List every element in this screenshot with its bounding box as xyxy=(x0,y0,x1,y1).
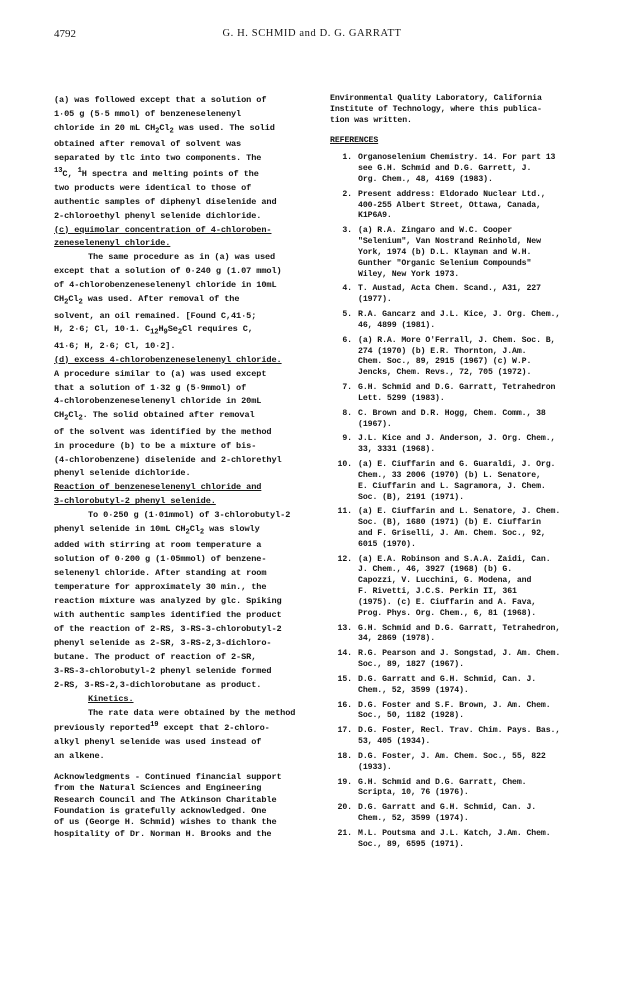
reference-item xyxy=(330,507,588,550)
reference-line: 400-255 Albert Street, Ottawa, Canada, xyxy=(358,200,541,210)
paragraph-reaction xyxy=(54,509,312,692)
text-line: Environmental Quality Laboratory, California xyxy=(330,94,542,103)
text-line: Institute of Technology, where this publica- xyxy=(330,104,542,114)
reference-line: Organoselenium Chemistry. 14. For part 13 xyxy=(358,153,556,163)
paragraph-b-continued xyxy=(54,94,312,224)
reference-item xyxy=(330,383,588,405)
text-line: of 4-chlorobenzeneselenenyl chloride in 10mL xyxy=(54,280,277,291)
reference-text xyxy=(358,226,588,280)
reference-line: E. Ciuffarin and L. Sagramora, J. Chem. xyxy=(358,481,546,491)
text-line: (c) equimolar concentration of 4-chloroben- xyxy=(54,224,272,235)
kinetics-heading: Kinetics. xyxy=(88,693,134,704)
reference-number: 19. xyxy=(337,777,352,787)
reference-number: 17. xyxy=(337,726,352,736)
reference-number: 8. xyxy=(342,408,352,418)
reference-item xyxy=(330,336,588,379)
reference-line: Gunther "Organic Selenium Compounds" xyxy=(358,258,532,268)
reference-line: Jencks, Chem. Revs., 72, 705 (1972). xyxy=(358,368,532,378)
reference-number: 2. xyxy=(342,189,352,199)
reference-text xyxy=(358,624,588,646)
reference-item xyxy=(330,409,588,431)
text-line: an alkene. xyxy=(54,751,105,762)
reference-line: (a) E.A. Robinson and S.A.A. Zaidi, Can. xyxy=(358,554,551,564)
text-line: To 0·250 g (1·01mmol) of 3-chlorobutyl-2 xyxy=(88,510,291,521)
text-line: previously reported$^{19}$ except that 2-chloro- xyxy=(54,721,270,734)
text-line: Foundation is gratefully acknowledged. One xyxy=(54,806,267,817)
reference-text xyxy=(358,675,588,697)
reference-item xyxy=(330,624,588,646)
text-line: of the solvent was identified by the method xyxy=(54,426,272,437)
reference-number: 5. xyxy=(342,310,352,320)
text-line: (4-chlorobenzene) diselenide and 2-chlorethyl xyxy=(54,454,282,465)
reference-item xyxy=(330,190,588,222)
reference-item xyxy=(330,555,588,620)
text-line: solution of 0·200 g (1·05mmol) of benzene- xyxy=(54,554,267,565)
reference-line: G.H. Schmid and D.G. Garratt, Tetrahedron, xyxy=(358,623,561,633)
reference-line: (a) R.A. More O'Ferrall, J. Chem. Soc. B, xyxy=(358,335,556,345)
reference-item xyxy=(330,310,588,332)
reference-line: D.G. Garratt and G.H. Schmid, Can. J. xyxy=(358,803,537,813)
text-line: $CH_2Cl_2$ was used. After removal of the xyxy=(54,294,240,307)
reference-text xyxy=(358,336,588,379)
text-line: 3-chlorobutyl-2 phenyl selenide. xyxy=(54,496,216,507)
reference-line: G.H. Schmid and D.G. Garratt, Tetrahedron xyxy=(358,383,556,393)
reference-line: (1967). xyxy=(358,419,392,429)
text-line: hospitality of Dr. Norman H. Brooks and the xyxy=(54,828,272,839)
reference-item xyxy=(330,284,588,306)
section-c-heading xyxy=(54,224,312,252)
reference-line: (a) E. Ciuffarin and G. Guaraldi, J. Org. xyxy=(358,460,556,470)
reference-line: D.G. Foster and S.F. Brown, J. Am. Chem. xyxy=(358,700,551,710)
reference-text xyxy=(358,803,588,825)
reference-text xyxy=(358,153,588,185)
text-line: Reaction of benzeneselenenyl chloride and xyxy=(54,482,262,493)
reference-line: Scripta, 10, 76 (1976). xyxy=(358,788,469,798)
reference-text xyxy=(358,752,588,774)
reference-number: 13. xyxy=(337,623,352,633)
reference-list xyxy=(330,153,588,850)
text-line: 2-RS, 3-RS-2,3-dichlorobutane as product. xyxy=(54,679,262,690)
reference-line: Chem. Soc., 89, 2915 (1967) (c) W.P. xyxy=(358,357,532,367)
ack-continued xyxy=(330,94,588,126)
reference-line: 53, 405 (1934). xyxy=(358,737,431,747)
reference-text xyxy=(358,460,588,503)
text-line: authentic samples of diphenyl diselenide and xyxy=(54,196,277,207)
text-line: butane. The product of reaction of 2-SR, xyxy=(54,651,257,662)
reference-text xyxy=(358,409,588,431)
reference-line: 33, 3331 (1968). xyxy=(358,445,436,455)
reference-line: see G.H. Schmid and D.G. Garrett, J. xyxy=(358,164,532,174)
reference-text xyxy=(358,383,588,405)
text-line: chloride in 20 mL $CH_2Cl_2$ was used. The solid xyxy=(54,122,275,136)
reference-item xyxy=(330,153,588,185)
reference-text xyxy=(358,507,588,550)
reference-text xyxy=(358,284,588,306)
text-line: 1·05 g (5·5 mmol) of benzeneselenenyl xyxy=(54,108,242,119)
reference-number: 3. xyxy=(342,226,352,236)
reference-line: D.G. Foster, J. Am. Chem. Soc., 55, 822 xyxy=(358,751,546,761)
reference-line: G.H. Schmid and D.G. Garratt, Chem. xyxy=(358,777,527,787)
reference-line: F. Rivetti, J.C.S. Perkin II, 361 xyxy=(358,587,517,597)
reference-line: M.L. Poutsma and J.L. Katch, J.Am. Chem. xyxy=(358,828,551,838)
text-line: reaction mixture was analyzed by glc. Spiking xyxy=(54,596,282,607)
left-column xyxy=(54,94,312,840)
text-line: 2-chloroethyl phenyl selenide dichloride. xyxy=(54,210,262,221)
reference-line: Soc., 89, 6595 (1971). xyxy=(358,839,464,849)
reference-line: R.G. Pearson and J. Songstad, J. Am. Chem. xyxy=(358,649,561,659)
text-line: tion was written. xyxy=(330,115,412,125)
reference-number: 18. xyxy=(337,751,352,761)
reference-line: Chem., 52, 3599 (1974). xyxy=(358,814,469,824)
text-line: Research Council and The Atkinson Charitable xyxy=(54,794,277,805)
reference-line: C. Brown and D.R. Hogg, Chem. Comm., 38 xyxy=(358,408,546,418)
text-line: added with stirring at room temperature a xyxy=(54,540,262,551)
reference-number: 6. xyxy=(342,335,352,345)
reference-line: T. Austad, Acta Chem. Scand., A31, 227 xyxy=(358,284,541,294)
reference-line: Soc. (B), 1680 (1971) (b) E. Ciuffarin xyxy=(358,518,541,528)
reference-number: 1. xyxy=(342,153,352,163)
acknowledgments xyxy=(54,772,312,840)
reference-text xyxy=(358,778,588,800)
reference-number: 10. xyxy=(337,460,352,470)
reference-line: Present address: Eldorado Nuclear Ltd., xyxy=(358,189,546,199)
reference-line: R.A. Gancarz and J.L. Kice, J. Org. Chem., xyxy=(358,310,561,320)
reference-line: "Selenium", Van Nostrand Reinhold, New xyxy=(358,237,541,247)
reference-line: Chem., 33 2006 (1970) (b) L. Senatore, xyxy=(358,470,541,480)
reference-text xyxy=(358,701,588,723)
reference-item xyxy=(330,701,588,723)
reference-line: (1977). xyxy=(358,295,392,305)
text-line: H, 2·6; Cl, 10·1. $C_{12}H_9Se_2Cl$ requires C, xyxy=(54,324,253,338)
text-line: solvent, an oil remained. [Found C,41·5; xyxy=(54,310,257,321)
reference-line: Soc., 50, 1182 (1928). xyxy=(358,711,464,721)
reference-line: (a) R.A. Zingaro and W.C. Cooper xyxy=(358,226,513,236)
reference-line: Lett. 5299 (1983). xyxy=(358,393,445,403)
text-line: that a solution of 1·32 g (5·9mmol) of xyxy=(54,382,247,393)
reference-line: Org. Chem., 48, 4169 (1983). xyxy=(358,174,493,184)
text-line: $CH_2Cl_2$. The solid obtained after removal xyxy=(54,410,255,424)
reference-number: 20. xyxy=(337,803,352,813)
reference-line: K1P6A9. xyxy=(358,211,392,221)
reference-line: 6015 (1970). xyxy=(358,539,416,549)
paragraph-kinetics xyxy=(54,707,312,765)
reference-number: 16. xyxy=(337,700,352,710)
reference-line: D.G. Foster, Recl. Trav. Chim. Pays. Bas., xyxy=(358,726,561,736)
text-line: of the reaction of 2-RS, 3-RS-3-chlorobutyl-2 xyxy=(54,624,282,634)
text-line: selenenyl chloride. After standing at room xyxy=(54,568,267,579)
reference-line: Wiley, New York 1973. xyxy=(358,269,460,279)
text-line: phenyl selenide as 2-SR, 3-RS-2,3-dichloro- xyxy=(54,637,272,648)
text-line: 4-chlorobenzeneselenenyl chloride in 20mL xyxy=(54,396,262,407)
reference-line: (1975). (c) E. Ciuffarin and A. Fava, xyxy=(358,597,537,607)
reference-number: 4. xyxy=(342,284,352,294)
references-heading: REFERENCES xyxy=(330,136,379,146)
reference-line: York, 1974 (b) D.L. Klayman and W.H. xyxy=(358,247,532,257)
reference-item xyxy=(330,460,588,503)
paragraph-c xyxy=(54,251,312,353)
text-line: A procedure similar to (a) was used except xyxy=(54,368,267,379)
reference-number: 12. xyxy=(337,554,352,564)
reference-item xyxy=(330,803,588,825)
reference-line: Chem., 52, 3599 (1974). xyxy=(358,685,469,695)
reference-item xyxy=(330,752,588,774)
reaction-heading xyxy=(54,481,312,509)
text-line: phenyl selenide in 10mL $CH_2Cl_2$ was slowly xyxy=(54,524,260,537)
reference-item xyxy=(330,434,588,456)
text-line: of us (George H. Schmid) wishes to thank the xyxy=(54,817,277,828)
text-line: except that a solution of 0·240 g (1.07 mmol) xyxy=(54,266,282,277)
text-line: obtained after removal of solvent was xyxy=(54,139,242,150)
reference-line: D.G. Garratt and G.H. Schmid, Can. J. xyxy=(358,674,537,684)
reference-line: Soc. (B), 2191 (1971). xyxy=(358,492,464,502)
reference-line: Soc., 89, 1827 (1967). xyxy=(358,660,464,670)
reference-text xyxy=(358,310,588,332)
reference-text xyxy=(358,555,588,620)
reference-text xyxy=(358,434,588,456)
reference-item xyxy=(330,226,588,280)
reference-line: (a) E. Ciuffarin and L. Senatore, J. Chem. xyxy=(358,507,561,517)
reference-line: Capozzi, V. Lucchini, G. Modena, and xyxy=(358,576,532,586)
right-column xyxy=(330,94,588,855)
reference-number: 21. xyxy=(337,828,352,838)
reference-line: J.L. Kice and J. Anderson, J. Org. Chem., xyxy=(358,434,556,444)
reference-item xyxy=(330,778,588,800)
reference-number: 11. xyxy=(337,507,352,517)
reference-text xyxy=(358,829,588,851)
reference-line: Prog. Phys. Org. Chem., 6, 81 (1968). xyxy=(358,608,537,618)
text-line: The same procedure as in (a) was used xyxy=(88,252,276,263)
reference-line: and F. Griselli, J. Am. Chem. Soc., 92, xyxy=(358,528,546,538)
text-line: in procedure (b) to be a mixture of bis- xyxy=(54,440,257,451)
reference-item xyxy=(330,675,588,697)
reference-text xyxy=(358,649,588,671)
text-line: The rate data were obtained by the method xyxy=(88,707,296,718)
reference-line: 274 (1970) (b) E.R. Thornton, J.Am. xyxy=(358,346,527,356)
reference-number: 9. xyxy=(342,434,352,444)
paragraph-d xyxy=(54,368,312,482)
text-line: 41·6; H, 2·6; Cl, 10·2]. xyxy=(54,340,176,351)
reference-number: 14. xyxy=(337,649,352,659)
reference-line: J. Chem., 46, 3927 (1968) (b) G. xyxy=(358,565,513,575)
reference-text xyxy=(358,726,588,748)
text-line: temperature for approximately 30 min., the xyxy=(54,582,267,593)
running-head: G. H. SCHMID and D. G. GARRATT xyxy=(222,28,402,39)
reference-number: 15. xyxy=(337,674,352,684)
page-number: 4792 xyxy=(54,28,76,40)
text-line: two products were identical to those of xyxy=(54,182,252,193)
reference-text xyxy=(358,190,588,222)
reference-line: 34, 2869 (1978). xyxy=(358,634,436,644)
reference-item xyxy=(330,726,588,748)
reference-number: 7. xyxy=(342,383,352,393)
text-line: phenyl selenide dichloride. xyxy=(54,468,191,479)
text-line: Acknowledgments - Continued financial support xyxy=(54,772,282,783)
text-line: 3-RS-3-chlorobutyl-2 phenyl selenide formed xyxy=(54,665,272,676)
section-d-heading: (d) excess 4-chlorobenzeneselenenyl chloride. xyxy=(54,354,282,365)
reference-line: 46, 4899 (1981). xyxy=(358,320,436,330)
text-line: with authentic samples identified the product xyxy=(54,610,282,621)
reference-line: (1933). xyxy=(358,762,392,772)
reference-item xyxy=(330,649,588,671)
text-line: from the Natural Sciences and Engineering xyxy=(54,783,262,794)
text-line: separated by tlc into two components. The xyxy=(54,153,262,164)
text-line: zeneselenenyl chloride. xyxy=(54,238,171,249)
text-line: alkyl phenyl selenide was used instead of xyxy=(54,737,262,748)
text-line: (a) was followed except that a solution of xyxy=(54,95,267,105)
text-line: $^{13}$C, $^1$H spectra and melting points of the xyxy=(54,167,259,179)
reference-item xyxy=(330,829,588,851)
